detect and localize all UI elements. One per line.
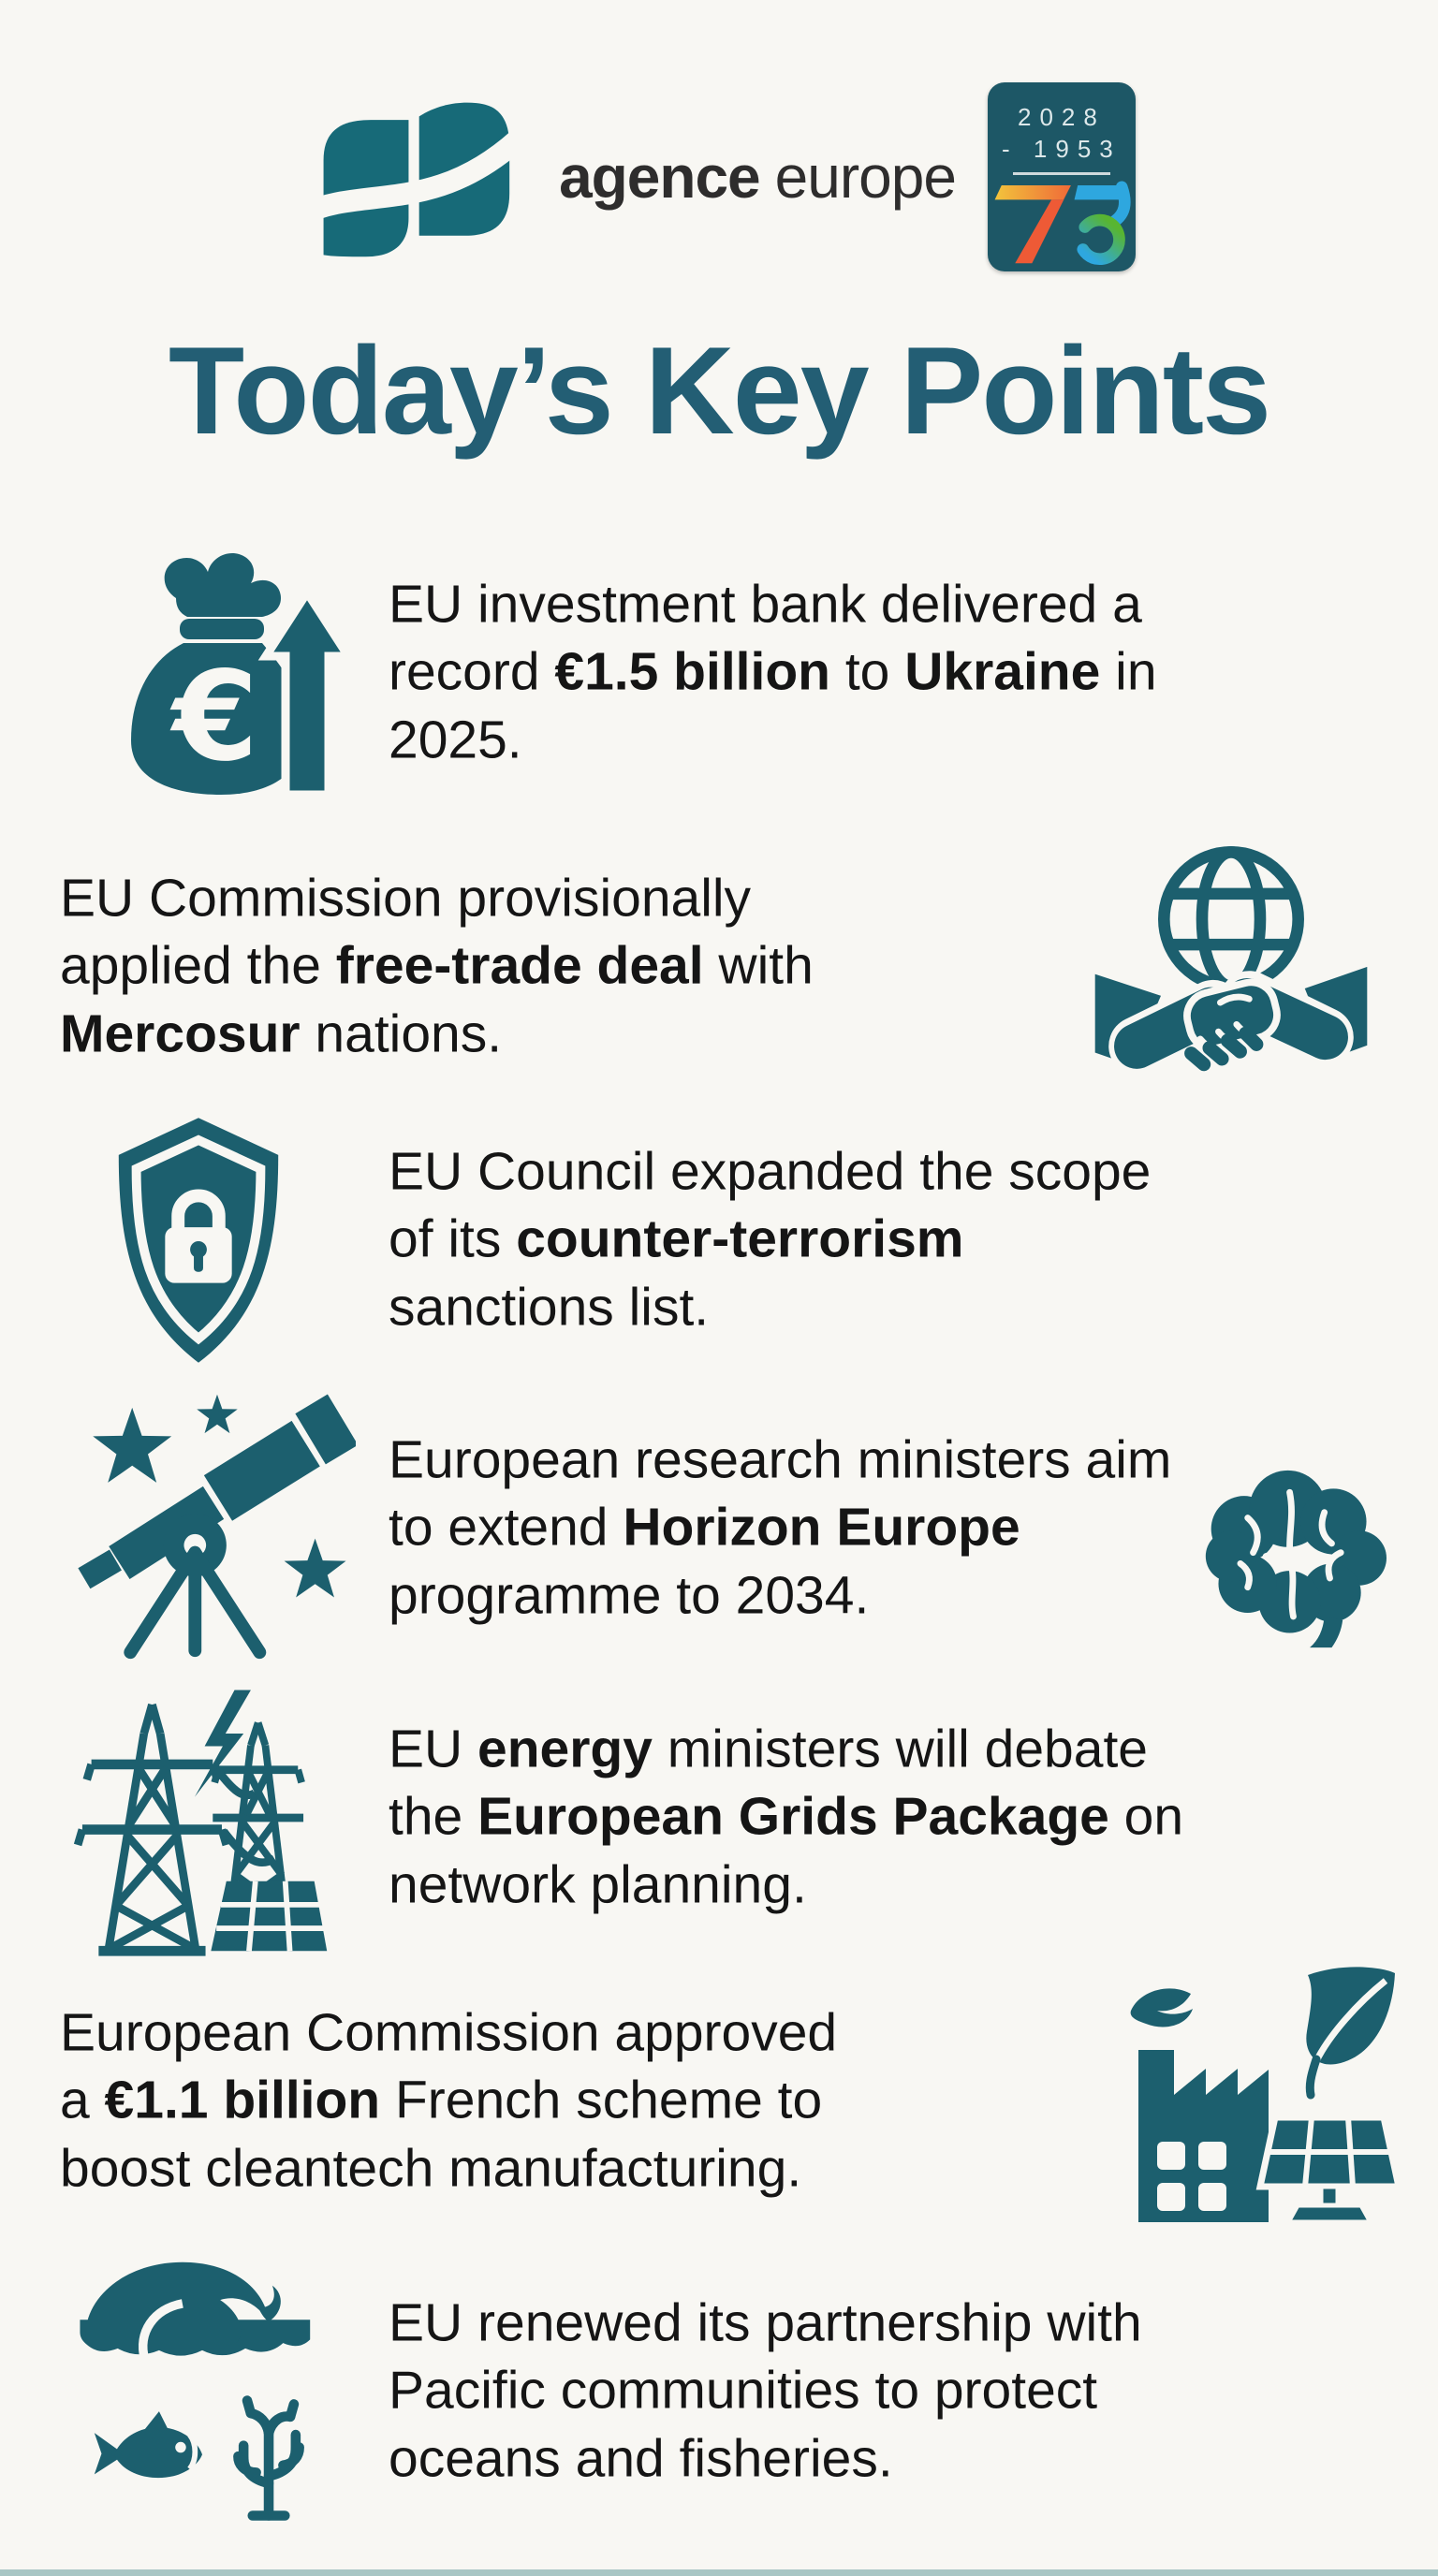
badge-divider [1013,172,1110,175]
svg-text:€: € [172,645,258,789]
header [0,82,1438,271]
key-point-cleantech [0,1954,1438,2247]
key-point-mercosur [0,836,1438,1096]
key-point-sanctions [0,1103,1438,1376]
key-point-text: European research ministers aim to extend Horizon Europe programme to 2034. [389,1429,1172,1626]
badge-75-icon [988,177,1136,271]
brand-name-europe: europe [774,143,956,211]
badge-year-bottom: - 1953 [1002,135,1122,163]
key-point-text: EU Commission provisionally applied the free-trade deal with Mercosur nations. [60,868,814,1064]
anniversary-badge [988,82,1136,271]
badge-year-top: 2028 [1018,103,1106,131]
money-bag-euro-arrow-up-icon [86,539,350,798]
key-point-text: EU energy ministers will debate the European Grids Package on network planning. [389,1719,1184,1915]
key-point-research [0,1379,1438,1676]
page-title: Today’s Key Points [168,322,1270,461]
brand-name-agence: agence [559,143,760,211]
power-grid-pylons-icon [56,1677,330,1958]
key-point-energy [0,1674,1438,1960]
bottom-accent-bar [0,2569,1438,2576]
key-point-text: EU investment bank delivered a record €1.5 billion to Ukraine in 2025. [389,574,1157,770]
green-factory-solar-icon [1116,1962,1406,2233]
shield-lock-icon [96,1110,301,1370]
key-point-text: EU Council expanded the scope of its counter-terrorism sanctions list. [389,1141,1152,1338]
brand-wordmark [559,142,956,212]
brain-icon [1187,1465,1398,1652]
key-point-text: European Commission approved a €1.1 billion French scheme to boost cleantech manufacturing. [60,2002,838,2199]
telescope-stars-icon [75,1388,356,1665]
agence-europe-leaf-logo-icon [302,94,527,260]
key-point-oceans [0,2249,1438,2532]
ocean-wave-fish-coral-icon [67,2255,337,2528]
globe-handshake-icon [1086,827,1376,1098]
key-point-text: EU renewed its partnership with Pacific communities to protect oceans and fisheries. [389,2292,1142,2489]
key-point-investment [0,532,1438,812]
